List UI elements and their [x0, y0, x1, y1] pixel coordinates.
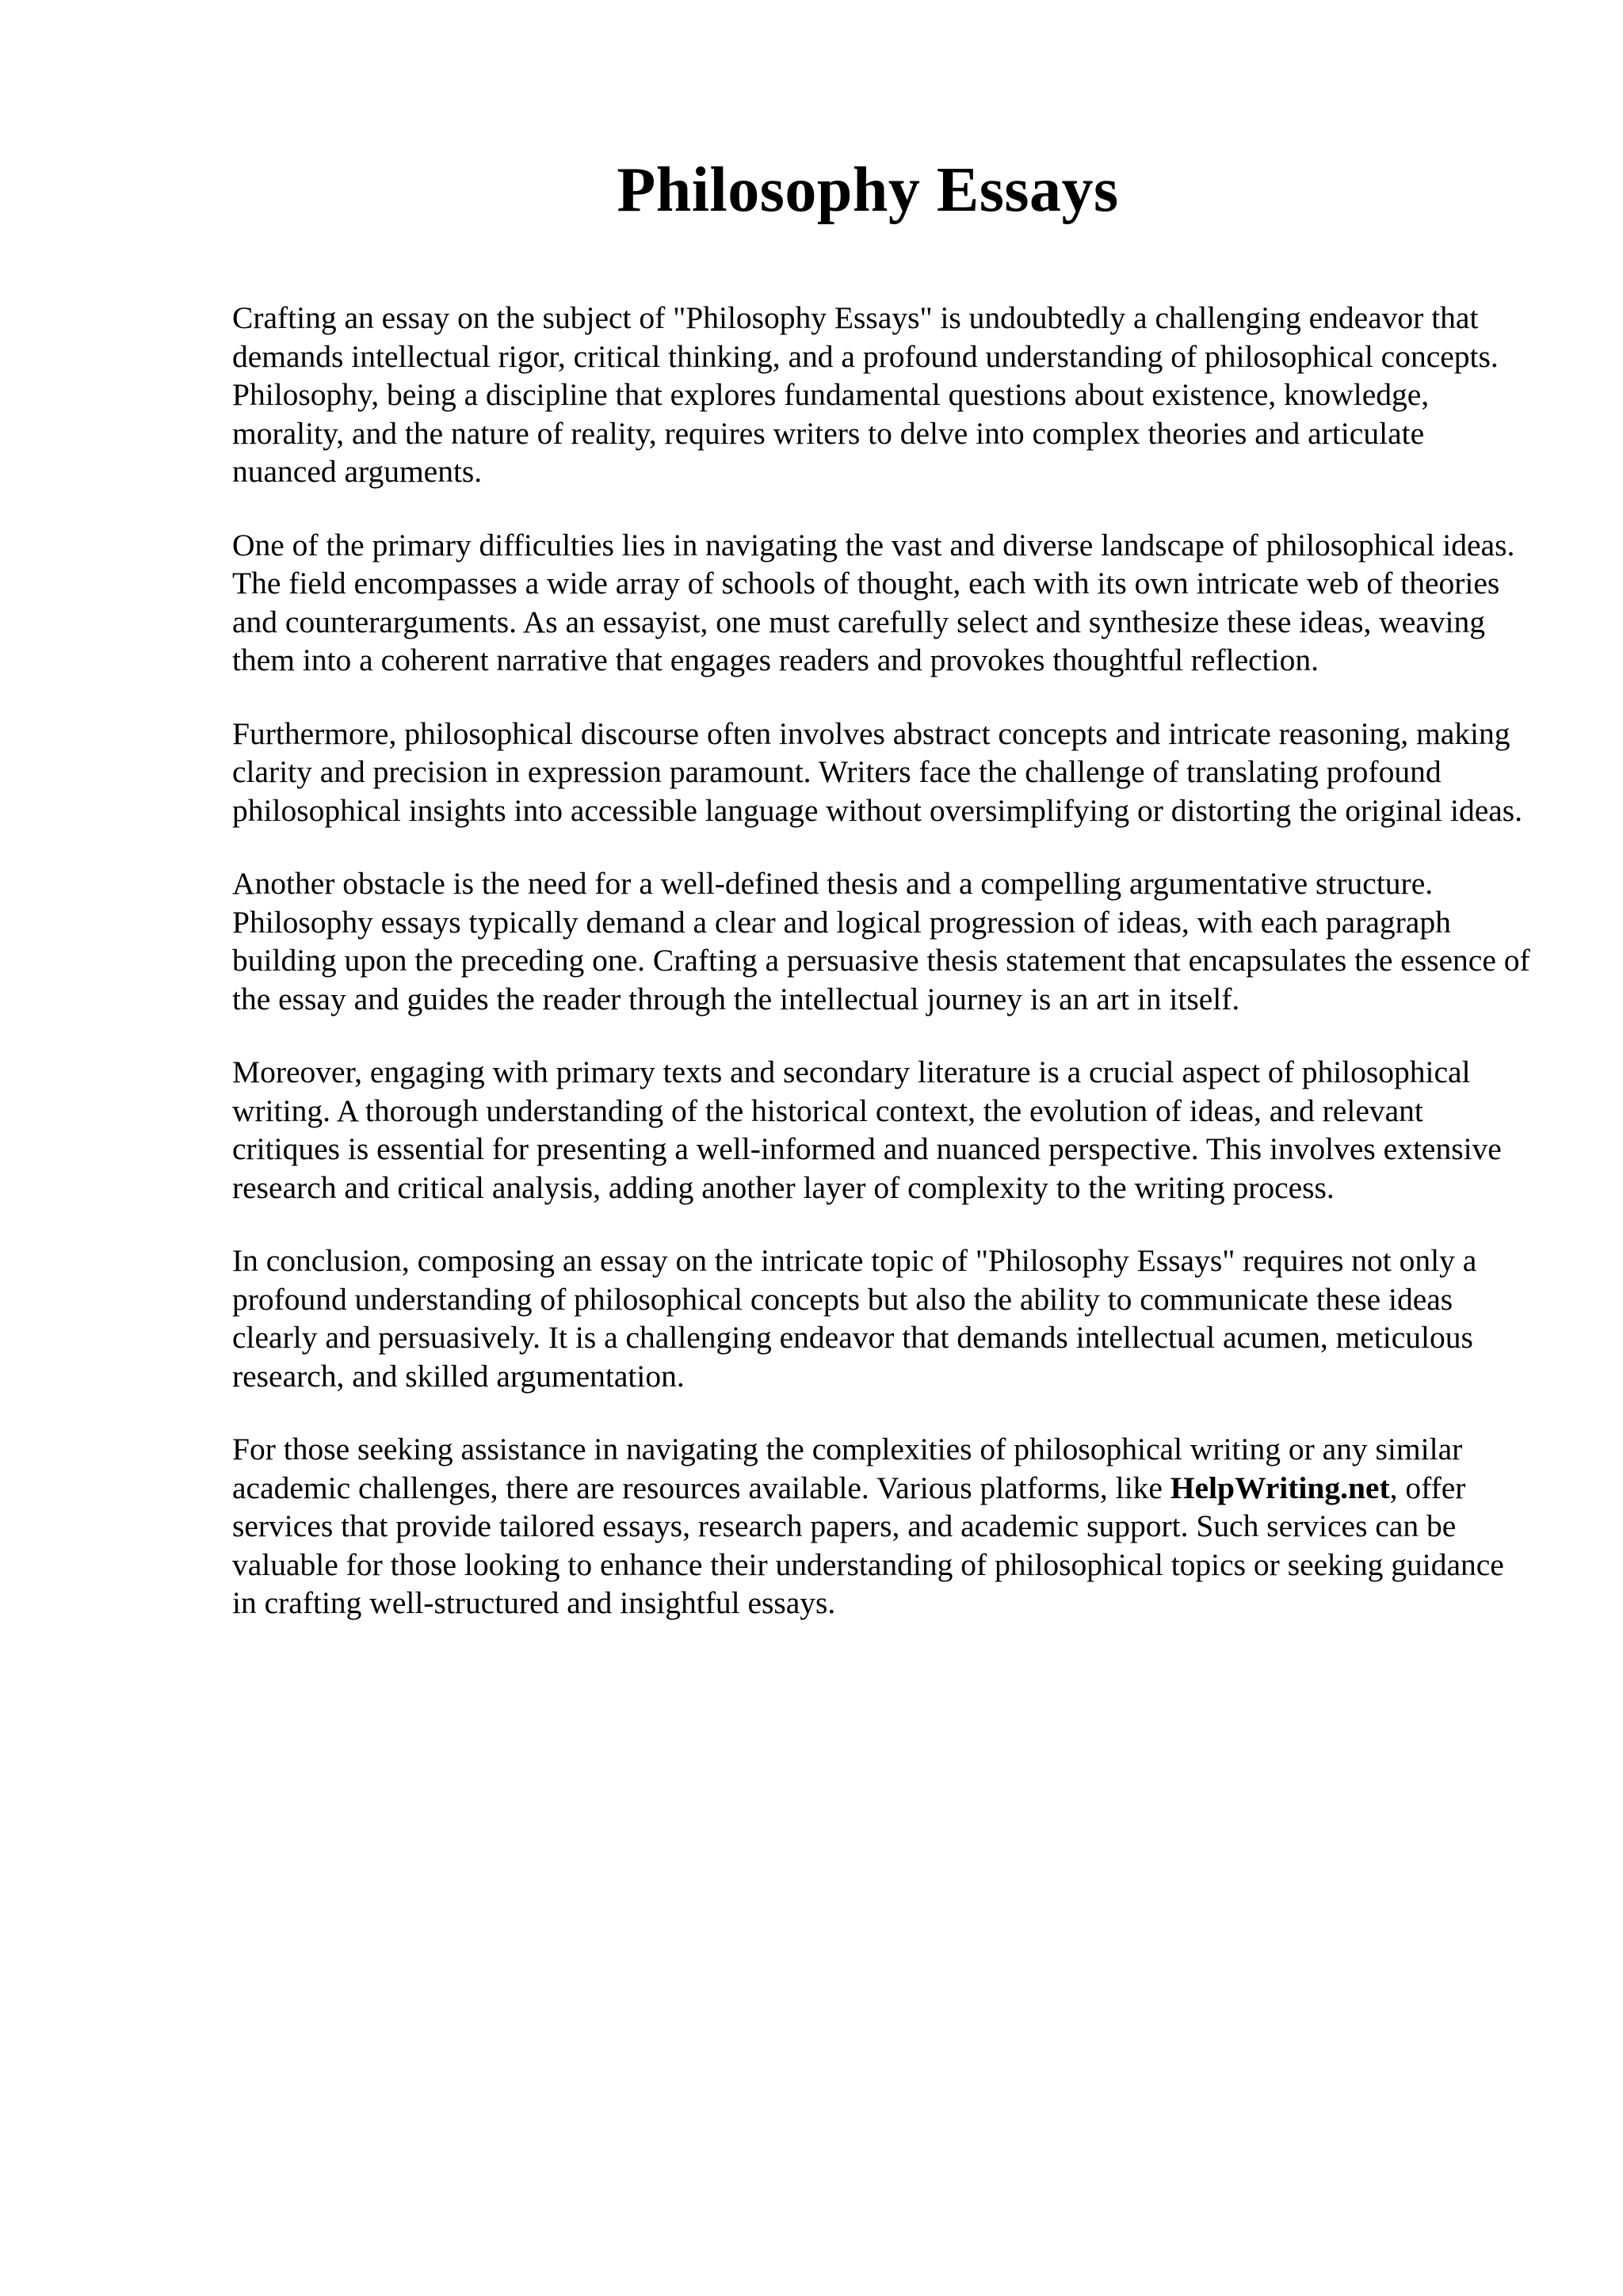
paragraph-difficulties: One of the primary difficulties lies in navigating the vast and diverse landscape of philosophical ideas. The field encompasses a wide array of schools of thought, each with its own intricate web of theories and counterarguments. As an essayist, one must carefully select and synthesize these ideas, weaving them into a coherent narrative that engages readers and provokes thoughtful reflection.	[232, 527, 1515, 677]
document-body	[232, 299, 1532, 1657]
paragraph-thesis: Another obstacle is the need for a well-defined thesis and a compelling argumentative structure. Philosophy essays typically demand a clear and logical progression of ideas, with each paragraph building upon the preceding one. Crafting a persuasive thesis statement that encapsulates the essence of the essay and guides the reader through the intellectual journey is an art in itself.	[232, 866, 1530, 1016]
page-title: Philosophy Essays	[617, 155, 1119, 225]
paragraph-intro: Crafting an essay on the subject of "Philosophy Essays" is undoubtedly a challenging endeavor that demands intellectual rigor, critical thinking, and a profound understanding of philosophical concepts. Philosophy, being a discipline that explores fundamental questions about existence, knowledge, morality, and the nature of reality, requires writers to delve into complex theories and articulate nuanced arguments.	[232, 300, 1499, 489]
paragraph-conclusion: In conclusion, composing an essay on the intricate topic of "Philosophy Essays" requires not only a profound understanding of philosophical concepts but also the ability to communicate these ideas clearly and persuasively. It is a challenging endeavor that demands intellectual acumen, meticulous research, and skilled argumentation.	[232, 1243, 1477, 1394]
closing-text-before: For those seeking assistance in navigating the complexities of philosophical writing or any similar academic challenges, there are resources available. Various platforms, like	[232, 1432, 1463, 1505]
closing-text-after: , offer services that provide tailored essays, research papers, and academic support. Such services can be valuable for those looking to enhance their understanding of philosophical topics or seeking guidance in crafting well-structured and insightful essays.	[232, 1470, 1504, 1620]
paragraph-closing	[232, 1430, 1532, 1623]
paragraph-clarity: Furthermore, philosophical discourse often involves abstract concepts and intricate reasoning, making clarity and precision in expression paramount. Writers face the challenge of translating profound philosophical insights into accessible language without oversimplifying or distorting the original ideas.	[232, 715, 1523, 828]
brand-name: HelpWriting.net	[1170, 1470, 1390, 1505]
paragraph-research: Moreover, engaging with primary texts and secondary literature is a crucial aspect of philosophical writing. A thorough understanding of the historical context, the evolution of ideas, and relevant critiques is essential for presenting a well-informed and nuanced perspective. This involves extensive research and critical analysis, adding another layer of complexity to the writing process.	[232, 1055, 1502, 1205]
